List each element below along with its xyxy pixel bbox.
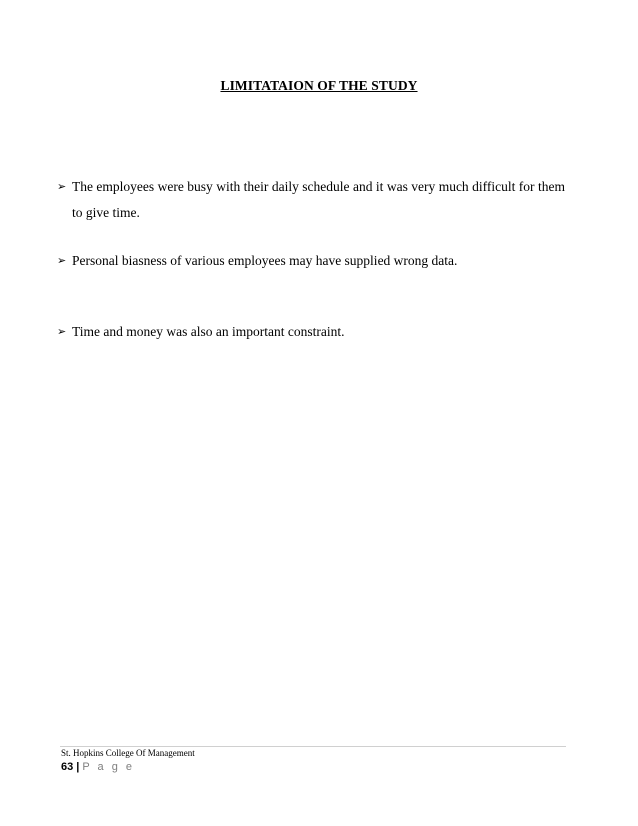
bullet-text: The employees were busy with their daily schedule and it was very much difficult for them to give time. xyxy=(72,179,565,220)
arrow-bullet-icon: ➢ xyxy=(57,255,67,267)
arrow-bullet-icon: ➢ xyxy=(57,181,67,193)
bullet-item-1 xyxy=(57,174,565,226)
bullet-text: Personal biasness of various employees may have supplied wrong data. xyxy=(72,253,458,268)
bullet-item-3 xyxy=(57,319,565,345)
page-separator: | xyxy=(76,761,80,773)
bullet-item-2 xyxy=(57,248,565,274)
footer-page-number xyxy=(61,761,135,773)
footer-divider xyxy=(60,746,566,747)
section-title: LIMITATAION OF THE STUDY xyxy=(220,78,418,93)
page-label: P a g e xyxy=(82,761,135,773)
bullet-text: Time and money was also an important constraint. xyxy=(72,324,345,339)
page-number: 63 xyxy=(61,761,74,773)
footer-organization: St. Hopkins College Of Management xyxy=(61,748,195,758)
arrow-bullet-icon: ➢ xyxy=(57,326,67,338)
